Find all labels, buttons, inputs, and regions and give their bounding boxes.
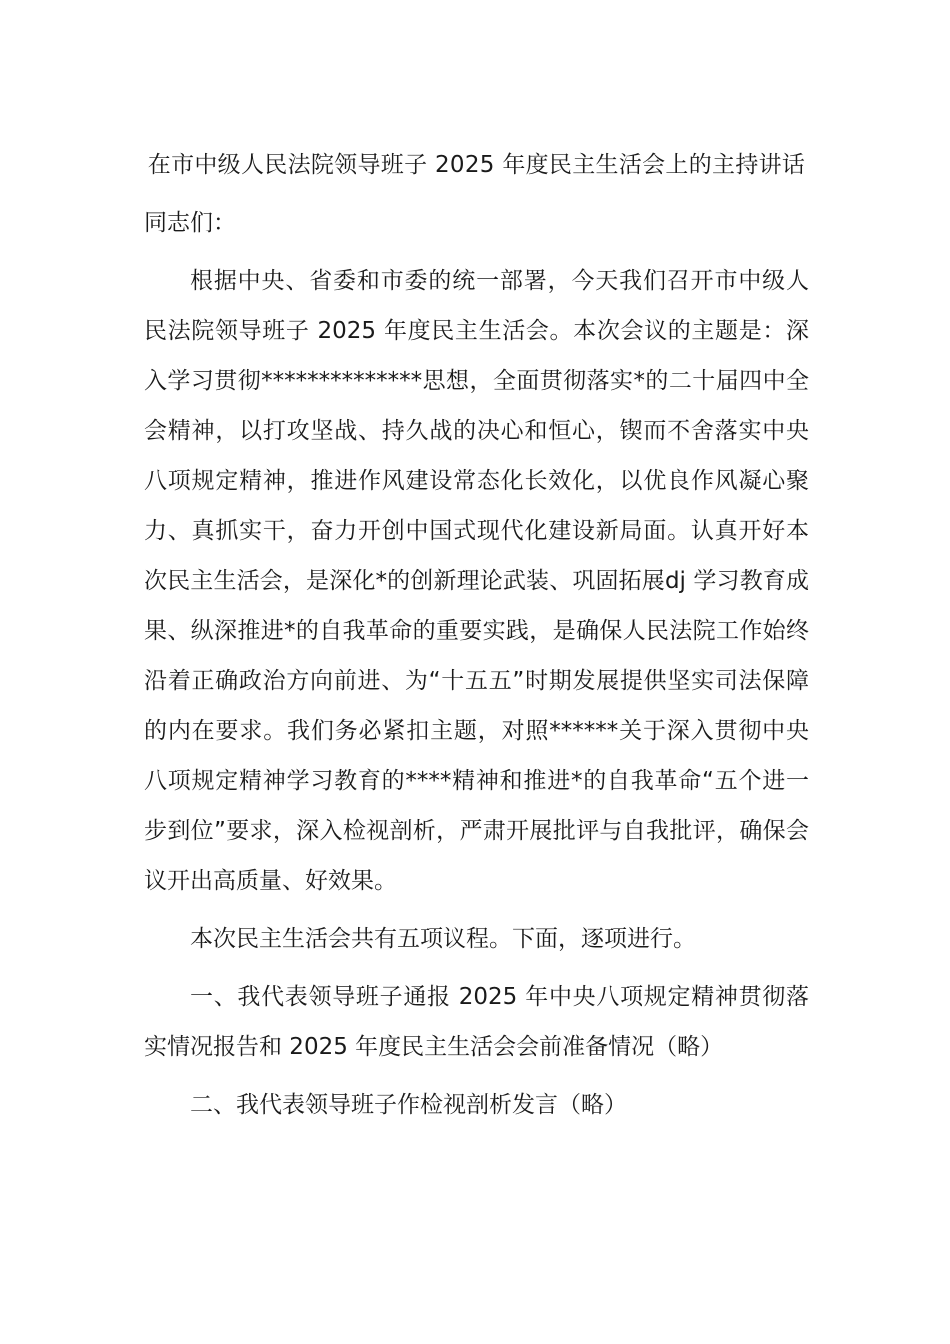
paragraph-item-1: 一、我代表领导班子通报 2025 年中央八项规定精神贯彻落实情况报告和 2025 年度民主生活会会前准备情况（略） bbox=[144, 984, 809, 1060]
paragraph-agenda: 本次民主生活会共有五项议程。下面，逐项进行。 bbox=[190, 926, 696, 952]
paragraph-item-2: 二、我代表领导班子作检视剖析发言（略） bbox=[190, 1092, 627, 1118]
salutation: 同志们： bbox=[144, 210, 236, 236]
document-title: 在市中级人民法院领导班子 2025 年度民主生活会上的主持讲话 bbox=[147, 152, 806, 178]
document-body bbox=[144, 140, 809, 1130]
paragraph-intro: 根据中央、省委和市委的统一部署，今天我们召开市中级人民法院领导班子 2025 年度民主生活会。本次会议的主题是：深入学习贯彻**************思想，全面贯彻落实*的二十届四中全会精神，以打攻坚战、持久战的决心和恒心，锲而不舍落实中央八项规定精神，推进作风建设常态化长效化，以优良作风凝心聚力、真抓实干，奋力开创中国式现代化建设新局面。认真开好本次民主生活会，是深化*的创新理论武装、巩固拓展dj 学习教育成果、纵深推进*的自我革命的重要实践，是确保人民法院工作始终沿着正确政治方向前进、为“十五五”时期发展提供坚实司法保障的内在要求。我们务必紧扣主题，对照******关于深入贯彻中央八项规定精神学习教育的****精神和推进*的自我革命“五个进一步到位”要求，深入检视剖析，严肃开展批评与自我批评，确保会议开出高质量、好效果。 bbox=[144, 268, 809, 894]
